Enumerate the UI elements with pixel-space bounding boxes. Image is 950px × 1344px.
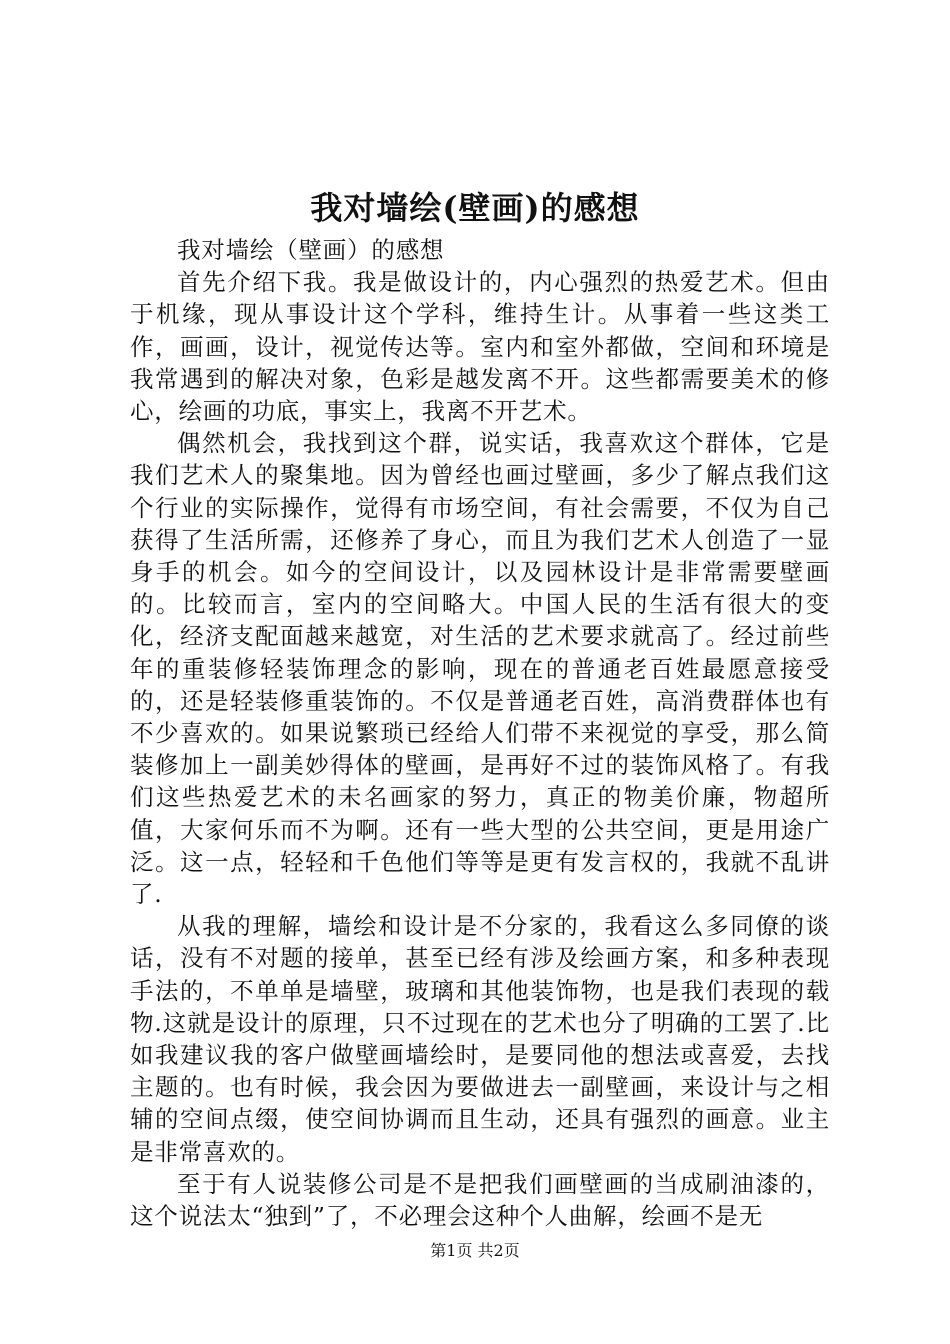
body-paragraph: 我对墙绘（壁画）的感想 — [177, 236, 445, 264]
body-paragraph: 偶然机会，我找到这个群，说实话，我喜欢这个群体，它是我们艺术人的聚集地。因为曾经也画过壁画，多少了解点我们这个行业的实际操作，觉得有市场空间，有社会需要，不仅为自己获得了生活所需，还修养了身心，而且为我们艺术人创造了一显身手的机会。如今的空间设计，以及园林设计是非常需要壁画的。比较而言，室内的空间略大。中国人民的生活有很大的变化，经济支配面越来越宽，对生活的艺术要求就高了。经过前些年的重装修轻装饰理念的影响，现在的普通老百姓最愿意接受的，还是轻装修重装饰的。不仅是普通老百姓，高消费群体也有不少喜欢的。如果说繁琐已经给人们带不来视觉的享受，那么简装修加上一副美妙得体的壁画，是再好不过的装饰风格了。有我们这些热爱艺术的未名画家的努力，真正的物美价廉，物超所值，大家何乐而不为啊。还有一些大型的公共空间，更是用途广泛。这一点，轻轻和千色他们等等是更有发言权的，我就不乱讲了. — [130, 429, 830, 909]
body-paragraph: 从我的理解，墙绘和设计是不分家的，我看这么多同僚的谈话，没有不对题的接单，甚至已经有涉及绘画方案，和多种表现手法的，不单单是墙壁，玻璃和其他装饰物，也是我们表现的载物.这就是设计的原理，只不过现在的艺术也分了明确的工罢了.比如我建议我的客户做壁画墙绘时，是要同他的想法或喜爱，去找主题的。也有时候，我会因为要做进去一副壁画，来设计与之相辅的空间点缀，使空间协调而且生动，还具有强烈的画意。业主是非常喜欢的。 — [130, 912, 830, 1166]
document-title: 我对墙绘(壁画)的感想 — [310, 189, 640, 227]
page-number-footer: 第1页 共2页 — [430, 1241, 520, 1260]
body-paragraph: 至于有人说装修公司是不是把我们画壁画的当成刷油漆的，这个说法太“独到”了，不必理会这种个人曲解，绘画不是无 — [130, 1169, 830, 1231]
body-paragraph: 首先介绍下我。我是做设计的，内心强烈的热爱艺术。但由于机缘，现从事设计这个学科，维持生计。从事着一些这类工作，画画，设计，视觉传达等。室内和室外都做，空间和环境是我常遇到的解决对象，色彩是越发离不开。这些都需要美术的修心，绘画的功底，事实上，我离不开艺术。 — [130, 268, 830, 426]
document-body — [130, 234, 830, 1232]
